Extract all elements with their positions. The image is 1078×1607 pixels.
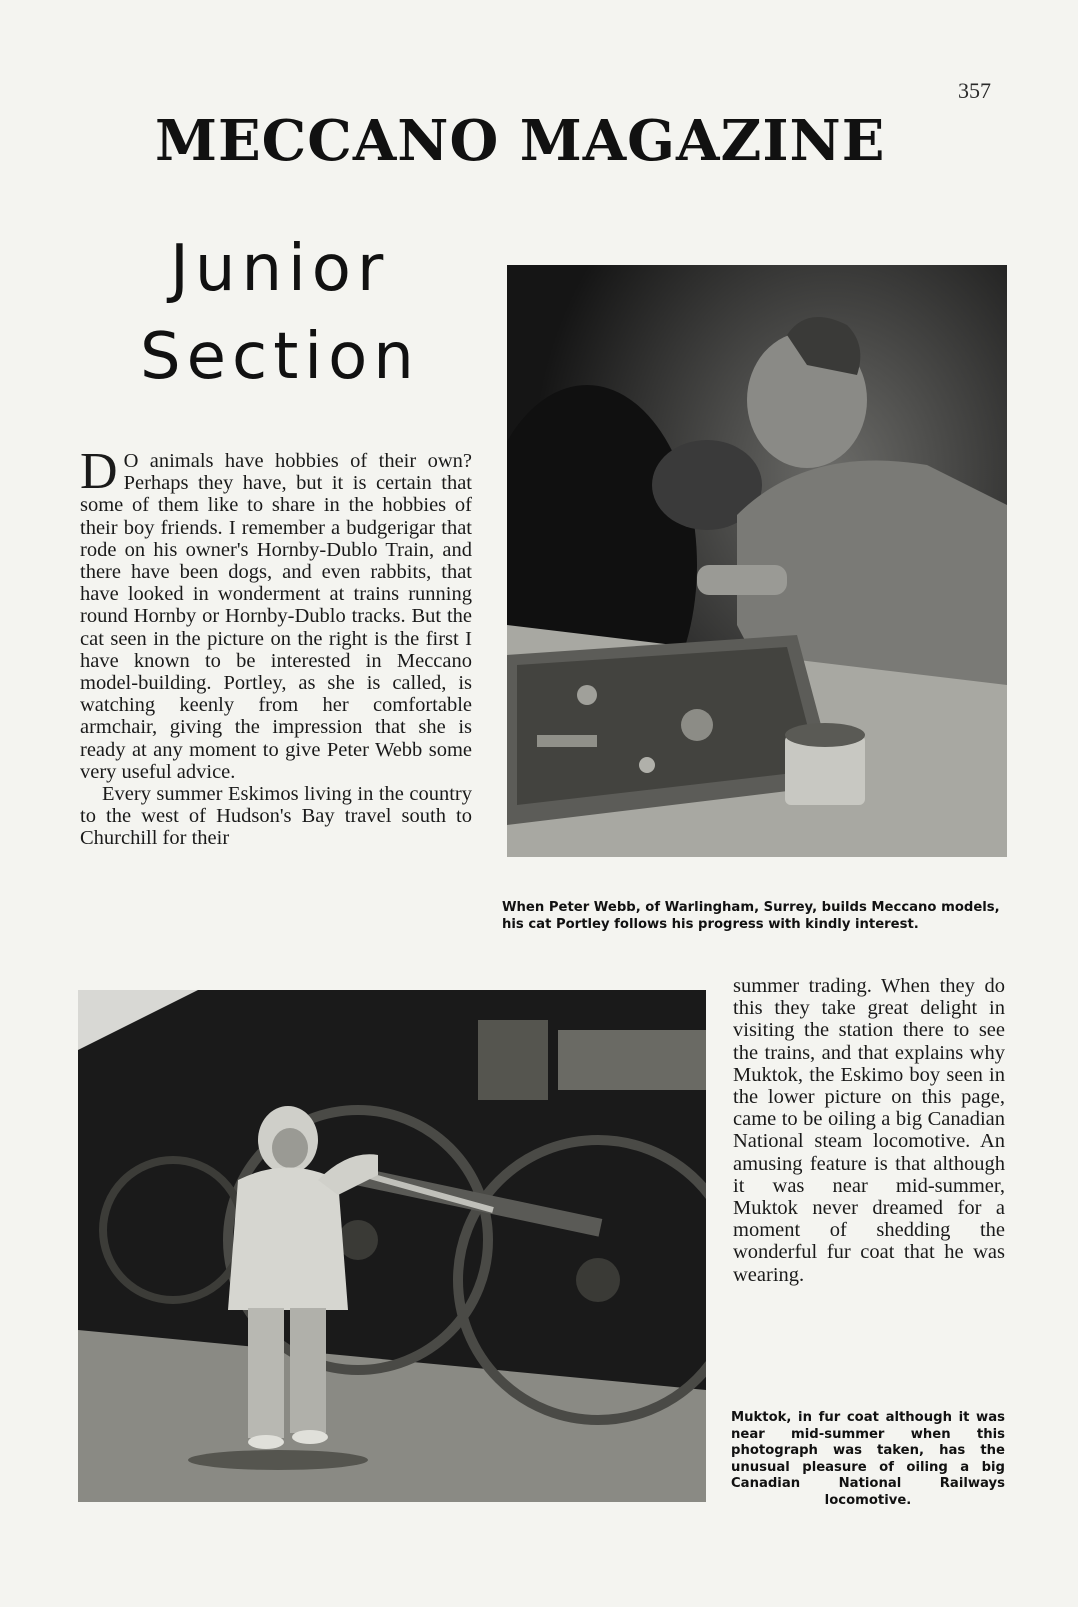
section-title	[140, 225, 470, 401]
drop-cap: D	[80, 443, 118, 500]
page-number: 357	[958, 78, 991, 103]
photo-boy-and-cat	[507, 265, 1007, 857]
article-column-right	[733, 975, 1005, 1286]
article-paragraph-2: Every summer Eskimos living in the country to the west of Hudson's Bay travel south to Churchill for their	[80, 783, 472, 850]
caption-top-photo: When Peter Webb, of Warlingham, Surrey, builds Meccano models, his cat Portley follows his progress with kindly interest.	[502, 900, 1000, 932]
article-column-left	[80, 443, 472, 850]
article-paragraph-1	[80, 443, 472, 783]
article-paragraph-1-text: O animals have hobbies of their own? Perhaps they have, but it is certain that some of them like to share in the hobbies of their boy friends. I remember a budgerigar that rode on his owner's Hornby-Dublo Train, and there have been dogs, and even rabbits, that have looked in wonderment at trains running round Hornby or Hornby-Dublo tracks. But the cat seen in the picture on the right is the first I have known to be interested in Meccano model-building. Portley, as she is called, is watching keenly from her comfortable armchair, giving the impression that she is ready at any moment to give Peter Webb some very useful advice.	[80, 450, 472, 783]
masthead-title: MECCANO MAGAZINE	[155, 108, 886, 174]
caption-bottom-photo: Muktok, in fur coat although it was near mid-summer when this photograph was taken, has the unusual pleasure of oiling a big Canadian National Railways locomotive.	[731, 1410, 1005, 1508]
photo-boy-and-cat-image	[507, 265, 1007, 857]
section-title-line-2: Section	[140, 320, 420, 394]
section-title-line-1: Junior	[170, 232, 390, 306]
article-paragraph-2-continued: summer trading. When they do this they take great delight in visiting the station there to see the trains, and that explains why Muktok, the Eskimo boy seen in the lower picture on this page, came to be oiling a big Canadian National steam locomotive. An amusing feature is that although it was near mid-summer, Muktok never dreamed for a moment of shedding the wonderful fur coat that he was wearing.	[733, 975, 1005, 1286]
photo-eskimo-boy-locomotive-image	[78, 990, 706, 1502]
photo-eskimo-boy-locomotive	[78, 990, 706, 1502]
